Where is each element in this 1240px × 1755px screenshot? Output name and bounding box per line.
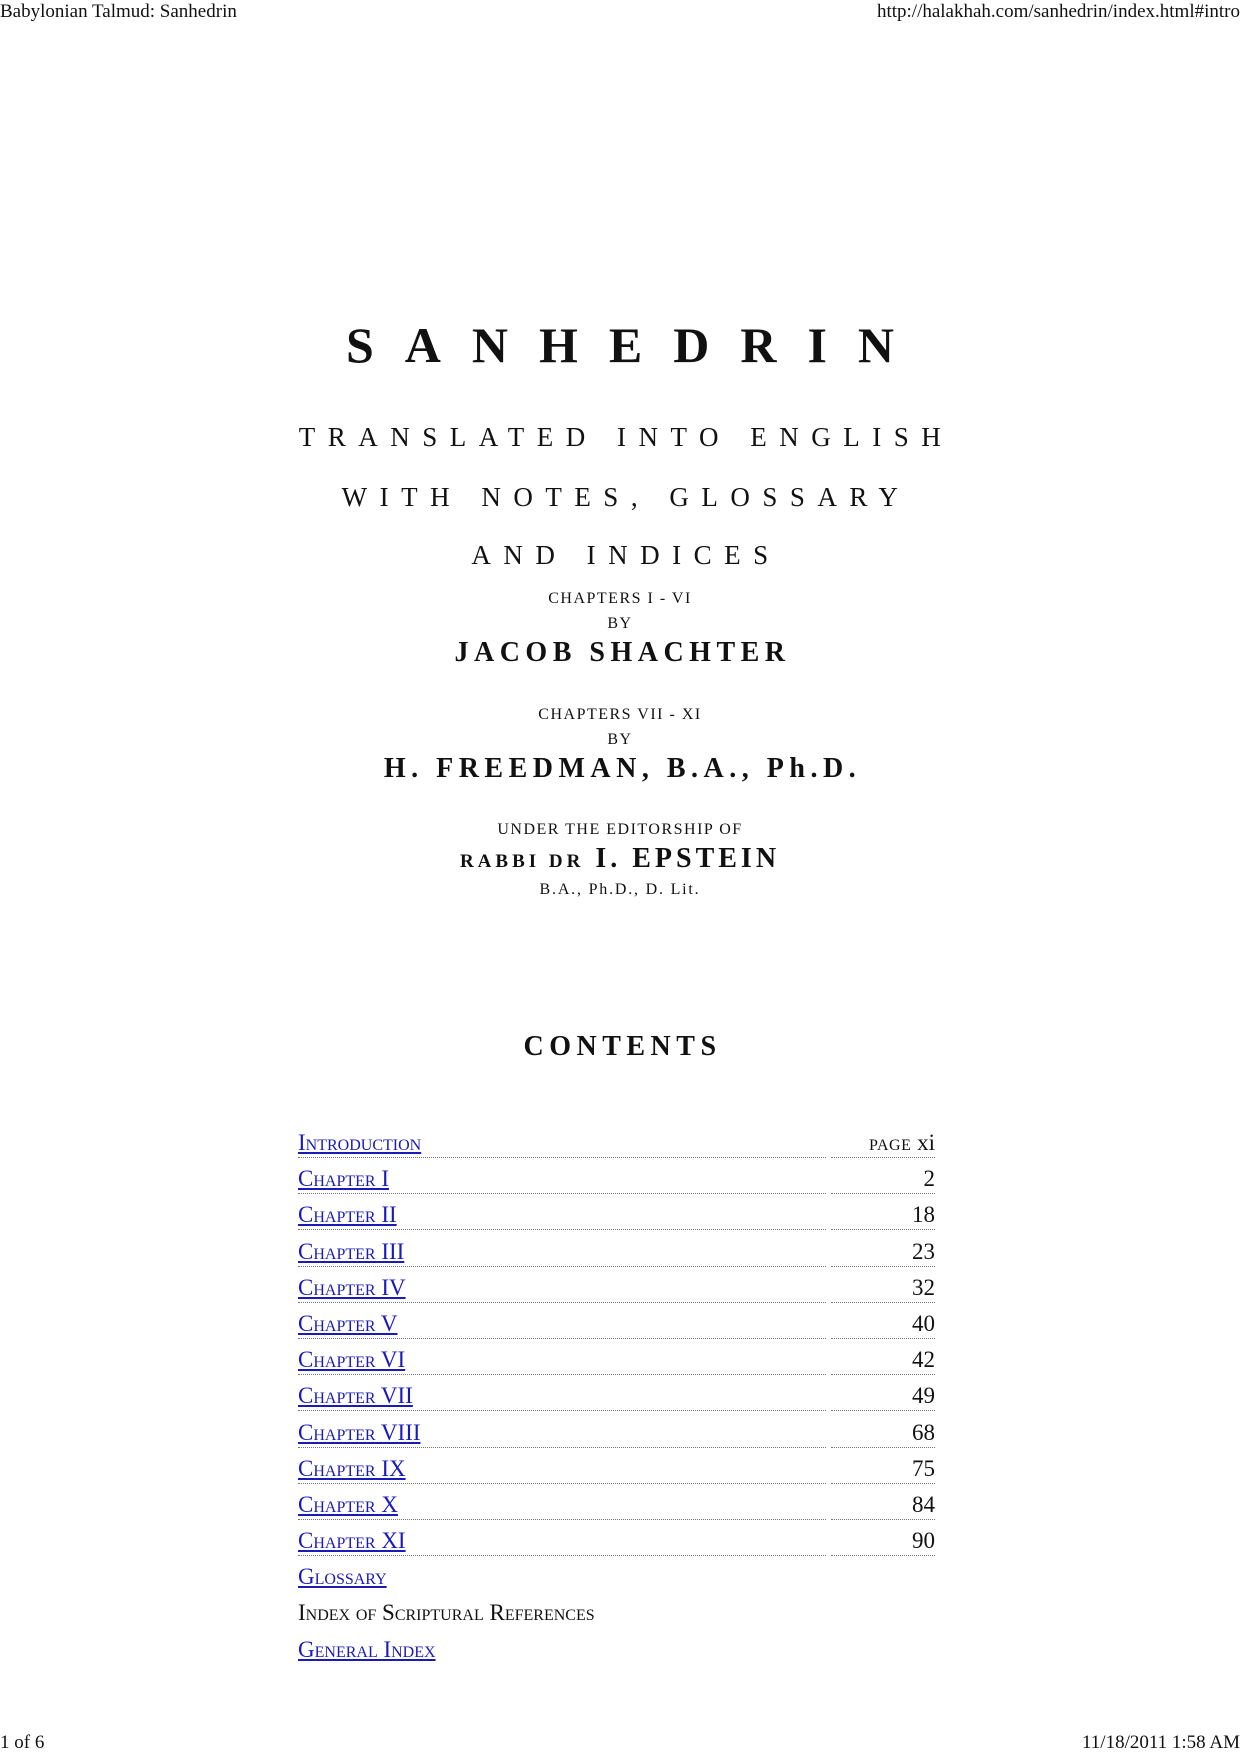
toc-page-number xyxy=(831,1636,935,1664)
toc-link[interactable]: Chapter VII xyxy=(298,1383,413,1409)
toc-row xyxy=(298,1235,935,1271)
print-footer-datetime: 11/18/2011 1:58 AM xyxy=(1082,1732,1240,1753)
toc-row xyxy=(298,1271,935,1307)
toc-row xyxy=(298,1488,935,1524)
page-number: 90 xyxy=(912,1528,935,1554)
toc-page-number xyxy=(831,1382,935,1411)
editor-prefix: RABBI DR xyxy=(459,851,585,872)
toc-page-number xyxy=(831,1419,935,1448)
page-number: 42 xyxy=(912,1347,935,1373)
toc-page-number xyxy=(831,1527,935,1556)
toc-row xyxy=(298,1452,935,1488)
page-number: 2 xyxy=(923,1166,935,1192)
print-header-url: http://halakhah.com/sanhedrin/index.html#intro xyxy=(876,1,1240,22)
toc-text: Index of Scriptural References xyxy=(298,1600,595,1626)
page-word-label: page xyxy=(869,1130,912,1155)
by-label-1: BY xyxy=(607,615,633,632)
toc-row xyxy=(298,1560,935,1596)
print-header-title: Babylonian Talmud: Sanhedrin xyxy=(0,1,237,22)
toc-row xyxy=(298,1524,935,1560)
toc-row xyxy=(298,1162,935,1198)
toc-row xyxy=(298,1343,935,1379)
editor-name: I. EPSTEIN xyxy=(595,843,781,874)
toc-label-cell xyxy=(298,1527,826,1556)
toc-page-number xyxy=(831,1201,935,1230)
page-number: 75 xyxy=(912,1455,935,1481)
book-title: SANHEDRIN xyxy=(345,317,926,373)
page-number: 68 xyxy=(912,1419,935,1445)
toc-link[interactable]: Chapter II xyxy=(298,1202,397,1228)
toc-label-cell xyxy=(298,1274,826,1303)
toc-link[interactable]: Chapter XI xyxy=(298,1528,406,1554)
toc-label-cell xyxy=(298,1201,826,1230)
toc-link[interactable]: Chapter VIII xyxy=(298,1419,421,1445)
by-label-2: BY xyxy=(607,731,633,748)
page-number: 18 xyxy=(912,1202,935,1228)
toc-label-cell xyxy=(298,1455,826,1484)
toc-link[interactable]: Glossary xyxy=(298,1564,387,1590)
toc-link[interactable]: Chapter IV xyxy=(298,1274,406,1300)
translator-2: H. FREEDMAN, B.A., Ph.D. xyxy=(383,753,862,784)
toc-link[interactable]: Chapter X xyxy=(298,1491,398,1517)
page-number: 49 xyxy=(912,1383,935,1409)
translator-1: JACOB SHACHTER xyxy=(454,637,791,668)
toc-label-cell xyxy=(298,1310,826,1339)
toc-label-cell xyxy=(298,1419,826,1448)
print-footer-page: 1 of 6 xyxy=(0,1732,45,1753)
toc-row xyxy=(298,1416,935,1452)
toc-label-cell xyxy=(298,1636,826,1664)
page-number: 40 xyxy=(912,1310,935,1336)
toc-label-cell xyxy=(298,1238,826,1267)
toc-link[interactable]: Chapter III xyxy=(298,1238,405,1264)
toc-label-cell xyxy=(298,1165,826,1194)
subtitle-line-3: AND INDICES xyxy=(471,540,781,570)
contents-heading: CONTENTS xyxy=(523,1031,722,1062)
toc-page-number xyxy=(831,1346,935,1375)
toc-link[interactable]: Chapter V xyxy=(298,1310,398,1336)
editor-credentials: B.A., Ph.D., D. Lit. xyxy=(539,881,701,898)
toc-link[interactable]: Chapter IX xyxy=(298,1455,406,1481)
page-number: 84 xyxy=(912,1491,935,1517)
toc-page-number xyxy=(831,1165,935,1194)
table-of-contents xyxy=(298,1126,935,1669)
toc-page-number xyxy=(831,1455,935,1484)
toc-label-cell xyxy=(298,1382,826,1411)
toc-row xyxy=(298,1126,935,1162)
toc-row xyxy=(298,1379,935,1415)
toc-page-number xyxy=(831,1563,935,1591)
toc-link[interactable]: Introduction xyxy=(298,1130,422,1155)
toc-page-number xyxy=(831,1310,935,1339)
toc-row xyxy=(298,1596,935,1632)
toc-row xyxy=(298,1633,935,1669)
page-number: 23 xyxy=(912,1238,935,1264)
toc-row xyxy=(298,1198,935,1234)
subtitle-line-1: TRANSLATED INTO ENGLISH xyxy=(298,422,954,452)
toc-label-cell xyxy=(298,1346,826,1375)
toc-label-cell xyxy=(298,1563,826,1591)
toc-page-number xyxy=(831,1599,935,1627)
toc-label-cell xyxy=(298,1599,826,1627)
toc-label-cell xyxy=(298,1491,826,1520)
toc-link[interactable]: General Index xyxy=(298,1636,436,1662)
chapters-part-2: CHAPTERS VII - XI xyxy=(538,706,702,723)
page-number: 32 xyxy=(912,1274,935,1300)
toc-page-number xyxy=(831,1491,935,1520)
toc-link[interactable]: Chapter VI xyxy=(298,1347,406,1373)
toc-row xyxy=(298,1307,935,1343)
toc-label-cell xyxy=(298,1129,826,1158)
toc-page-number xyxy=(831,1129,935,1158)
editorship-label: UNDER THE EDITORSHIP OF xyxy=(497,821,743,838)
editor xyxy=(0,842,1240,879)
toc-page-number xyxy=(831,1238,935,1267)
subtitle-line-2: WITH NOTES, GLOSSARY xyxy=(341,482,911,512)
toc-link[interactable]: Chapter I xyxy=(298,1166,389,1192)
chapters-part-1: CHAPTERS I - VI xyxy=(548,590,692,607)
toc-page-number xyxy=(831,1274,935,1303)
page-number: xi xyxy=(917,1130,935,1155)
